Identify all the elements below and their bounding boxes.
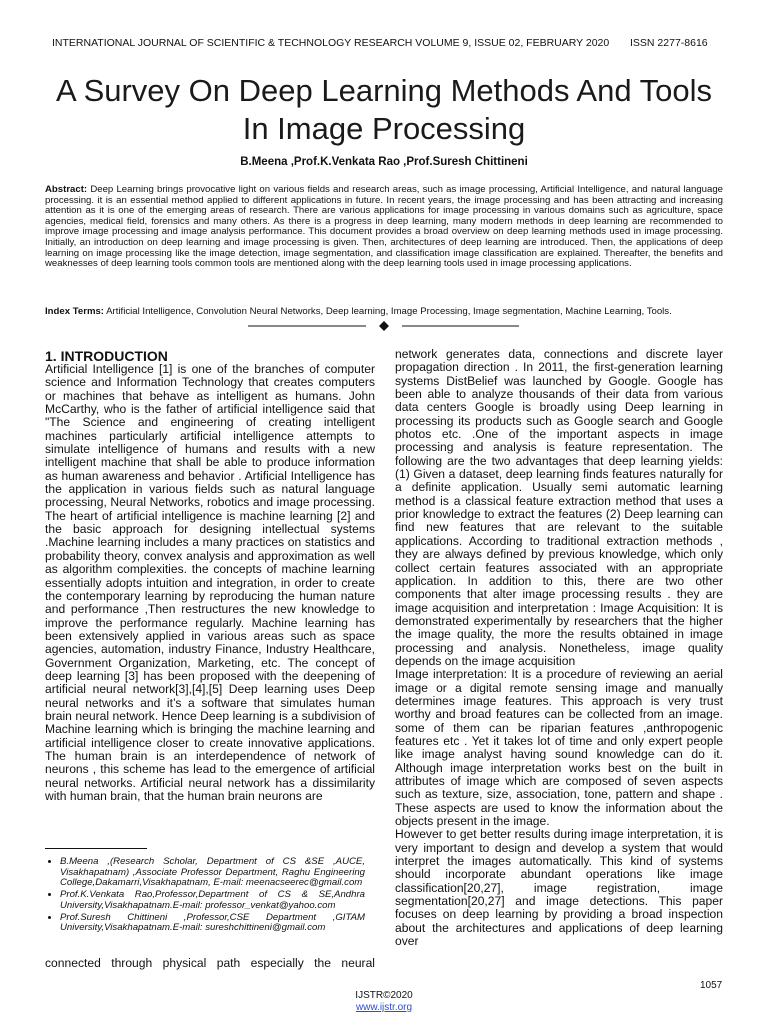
right-column [395, 348, 723, 948]
left-column [45, 363, 375, 803]
right-paragraph-1: network generates data, connections and discrete layer propagation direction . In 2011, the first-generation learning systems DistBelief was launched by Google. Google has been able to analyze thousands of their data from various data centers Google is broadly using Deep learning in processing its products such as Google search and Google photos etc. .One of the important aspects in image processing and analysis is feature representation. The following are the two advantages that deep learning yields: (1) Given a dataset, deep learning finds features naturally for a definite application. Usually semi automatic learning method is a classical feature extraction method that uses a prior knowledge to extract the features (2) Deep learning can find new features that are relevant to the suitable applications. According to traditional extraction methods , they are always defined by previous knowledge, which only collect certain features associated with an appropriate application. In addition to this, there are two other components that alter image processing results . they are image acquisition and interpretation : Image Acquisition: It is demonstrated experimentally by researchers that the higher the image quality, the more the results obtained in image processing and analysis. Nonetheless, image quality depends on the image acquisition [395, 347, 723, 668]
paper-title [30, 72, 738, 148]
journal-header: INTERNATIONAL JOURNAL OF SCIENTIFIC & TECHNOLOGY RESEARCH VOLUME 9, ISSUE 02, FEBRUARY 2020 [52, 37, 610, 49]
footer-copyright: IJSTR©2020 [355, 990, 413, 1001]
page-footer [0, 990, 768, 1014]
title-line-1: A Survey On Deep Learning Methods And Tools [55, 73, 712, 108]
abstract-label: Abstract: [45, 184, 88, 195]
left-column-continuation: connected through physical path especially the neural [45, 956, 375, 970]
index-terms-label: Index Terms: [45, 306, 105, 317]
authors: B.Meena ,Prof.K.Venkata Rao ,Prof.Suresh Chittineni [240, 156, 528, 168]
author-footnotes [45, 857, 365, 935]
footnote-item: • B.Meena ,(Research Scholar, Department of CS &SE ,AUCE, Visakhapatnam) ,Associate Professor Department, Raghu Engineering College,Dakamarri,Visakhapatnam, E-mail: meenacseerec@gmail.com [60, 857, 365, 889]
title-line-2: In Image Processing [242, 111, 526, 146]
footnote-item: • Prof.K.Venkata Rao,Professor,Department of CS & SE,Andhra University,Visakhapatnam.E-mail: professor_venkat@yahoo.com [60, 890, 365, 911]
abstract-text: Deep Learning brings provocative light on various fields and research areas, such as image processing, Artificial Intelligence, and natural language processing. it is an essential method applied to different applications in future. In recent years, the image processing and has been attracting and increasing attention as it is one of the emerging areas of research. There are various applications for image processing in various domains such as agriculture, space agencies, medical field, forensics and many others. As there is a progress in deep learning, many modern methods in deep learning are recommended to improve image processing and image analysis performance. This document provides a broad overview on deep learning methods used in image processing. Initially, an introduction on deep learning and image processing is given. Then, architectures of deep learning are introduced. Then, the applications of deep learning on image processing like the image detection, image segmentation, and classification image classification are explained. Thereafter, the benefits and weaknesses of deep learning tools common tools are mentioned along with the deep learning tools used in image processing applications. [45, 184, 723, 270]
page-number: 1057 [700, 980, 723, 991]
diamond-icon [379, 321, 389, 331]
intro-paragraph: Artificial Intelligence [1] is one of the branches of computer science and Information Technology that creates computers or machines that behave as intelligent as humans. John McCarthy, who is the father of artificial intelligence said that "The Science and engineering of creating intelligent machines particularly artificial intelligence attempts to simulate intelligence of humans and results with a new intelligent machine that shall be able to produce information as human awareness and behavior . Artificial Intelligence has the application in various fields such as natural language processing, Neural Networks, robotics and image processing. The heart of artificial intelligence is machine learning [2] and the basic approach for designing intellectual systems .Machine learning includes a many practices on statistics and probability theory, convex analysis and approximation as well as algorithm complexities. the concepts of machine learning essentially adopts intuition and integration, in order to create the contemporary learning by reproducing the human nature and performance ,Then restructures the new knowledge to improve the performance regularly. Machine learning has been extensively applied in various areas such as space agencies, automation, industry Finance, Industry Healthcare, Government Organization, Marketing, etc. The concept of deep learning [3] has been proposed with the deepening of artificial neural network[3],[4],[5] Deep learning uses Deep neural networks and it’s a software that simulates human brain neural network. Hence Deep learning is a subdivision of Machine learning which is bringing the machine learning and artificial intelligence closer to create innovative applications. The human brain is an interdependence of network of neurons , this scheme has lead to the emergence of artificial neural networks. Artificial neural network has a dissimilarity with human brain, that the human brain neurons are [45, 362, 375, 803]
right-paragraph-3: However to get better results during image interpretation, it is very important to design and develop a system that would interpret the images automatically. This kind of systems should incorporate abundant operations like image classification[20,27], image registration, image segmentation[20,27] and image detections. This paper focuses on deep learning by providing a broad inspection about the architectures and applications of deep learning over [395, 827, 723, 949]
index-terms [45, 306, 723, 317]
section-divider [0, 319, 768, 333]
abstract [45, 185, 723, 270]
index-terms-text: Artificial Intelligence, Convolution Neural Networks, Deep learning, Image Processing, Image segmentation, Machine Learning, Tools. [104, 306, 672, 317]
footnote-item: • Prof.Suresh Chittineni ,Professor,CSE Department ,GITAM University,Visakhapatnam.E-mail: sureshchittineni@gmail.com [60, 913, 365, 934]
footer-link[interactable]: www.ijstr.org [355, 1002, 413, 1013]
right-paragraph-2: Image interpretation: It is a procedure of reviewing an aerial image or a digital remote sensing image and manually determines image features. This approach is very trust worthy and broad features can be collected from an image. some of them can be riparian features ,anthropogenic features etc . Yet it takes lot of time and only expert people like image analyst having sound knowledge can do it. Although image interpretation works best on the built in attributes of image which are composed of seven aspects such as texture, size, association, tone, pattern and shape . These aspects are used to know the information about the objects present in the image. [395, 667, 723, 829]
section-heading-introduction: 1. INTRODUCTION [45, 348, 168, 364]
footnote-rule [45, 848, 147, 849]
issn: ISSN 2277-8616 [630, 37, 708, 49]
